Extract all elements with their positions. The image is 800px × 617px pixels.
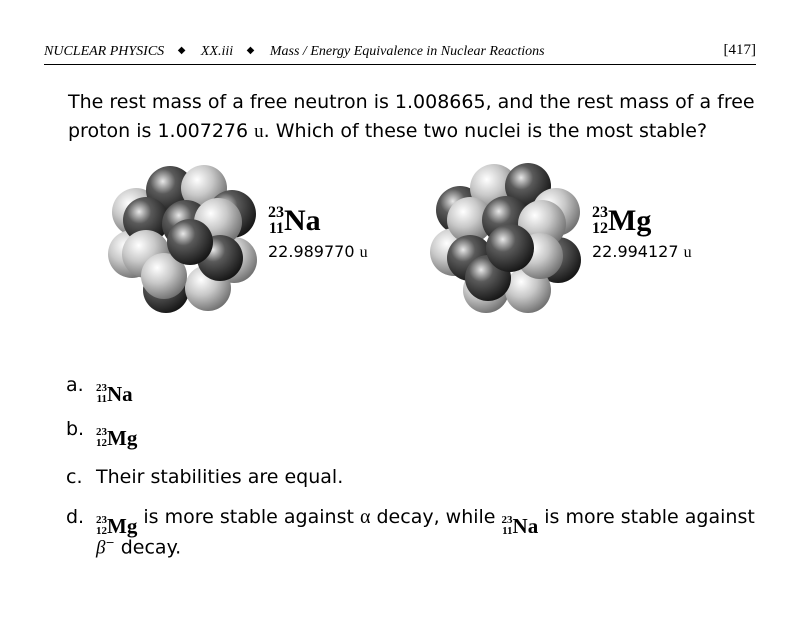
nucleus-na-label [268, 202, 368, 262]
header-section: NUCLEAR PHYSICS [44, 44, 165, 59]
nucleus-mg-label [592, 202, 692, 262]
nuclide-mg-symbol: 23 12 Mg [96, 425, 138, 450]
beta-minus-sign: − [105, 536, 115, 549]
nucleus-mg-illustration [430, 162, 584, 314]
nucleus-mg-mass: 22.994127 u [592, 242, 692, 261]
nuclide-na-symbol: 23 11 Na [268, 204, 321, 237]
nucleus-na-mass: 22.989770 u [268, 242, 368, 261]
page-number: [417] [723, 42, 756, 58]
option-b[interactable]: b. 23 12 Mg [66, 418, 138, 450]
header-breadcrumb [44, 44, 545, 60]
option-d[interactable]: d. 23 12 Mg is more stable against α decay, while 23 11 Na is more stable against [66, 506, 755, 538]
page-header [44, 40, 756, 65]
nuclide-na-symbol: 23 11 Na [501, 513, 539, 538]
unit-u: u [254, 121, 264, 142]
option-d-continued: β− decay. [96, 536, 182, 559]
header-bullet-icon: ◆ [246, 45, 255, 56]
beta-symbol: β [96, 537, 106, 559]
header-bullet-icon: ◆ [177, 45, 186, 56]
nuclide-na-symbol: 23 11 Na [96, 381, 133, 406]
option-c-text: Their stabilities are equal. [96, 466, 344, 488]
header-chapter: XX.iii [200, 44, 234, 59]
option-a[interactable]: a. 23 11 Na [66, 374, 133, 406]
question-text: The rest mass of a free neutron is 1.008665, and the rest mass of a free proton is 1.007276 u. Which of these two nuclei is the most stable? [68, 91, 755, 142]
nucleon-balls [108, 165, 257, 313]
alpha-symbol: α [359, 506, 371, 528]
header-topic: Mass / Energy Equivalence in Nuclear Reactions [269, 44, 545, 59]
nucleus-na-illustration [108, 162, 262, 314]
nucleon-balls [430, 163, 581, 313]
nuclide-mg-symbol: 23 12 Mg [96, 513, 138, 538]
option-c[interactable]: c. Their stabilities are equal. [66, 466, 344, 488]
nuclide-mg-symbol: 23 12 Mg [592, 204, 652, 237]
